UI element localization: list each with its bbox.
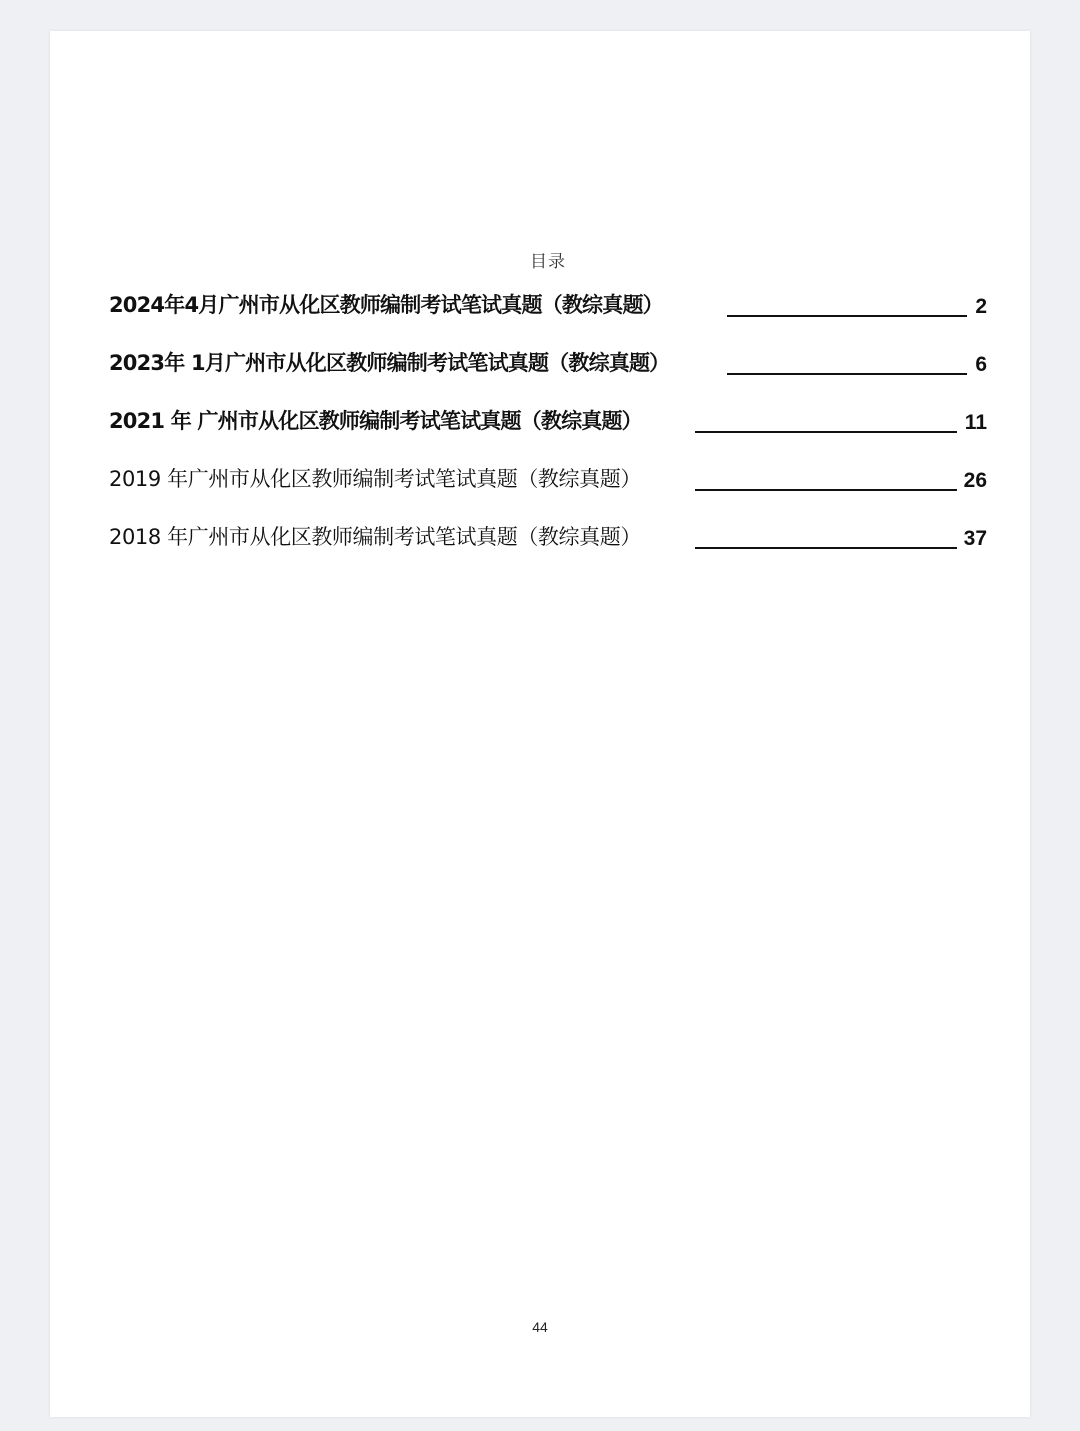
toc-leader-line: [727, 373, 967, 375]
toc-entry[interactable]: [109, 521, 989, 557]
toc-entry[interactable]: [109, 289, 989, 325]
page-number: 44: [532, 1319, 548, 1335]
toc-entry-title: 2019 年广州市从化区教师编制考试笔试真题（教综真题）: [109, 467, 641, 491]
toc-leader-line: [727, 315, 967, 317]
toc-entry-title: 2021 年 广州市从化区教师编制考试笔试真题（教综真题）: [109, 409, 642, 433]
toc-entry-title: 2018 年广州市从化区教师编制考试笔试真题（教综真题）: [109, 525, 641, 549]
toc-leader-line: [695, 547, 957, 549]
toc-heading: 目录: [530, 252, 566, 272]
toc-entry[interactable]: [109, 463, 989, 499]
toc-entry-title: 2024年4月广州市从化区教师编制考试笔试真题（教综真题）: [109, 293, 663, 317]
toc-entry-page: 2: [975, 295, 987, 318]
toc-entry-page: 11: [964, 411, 987, 434]
toc-entry-page: 6: [975, 353, 987, 376]
document-page: [50, 31, 1030, 1417]
toc-leader-line: [695, 489, 957, 491]
toc-entry[interactable]: [109, 347, 989, 383]
toc-entry-page: 37: [963, 527, 987, 550]
toc-entry[interactable]: [109, 405, 989, 441]
toc-entry-title: 2023年 1月广州市从化区教师编制考试笔试真题（教综真题）: [109, 351, 670, 375]
toc-leader-line: [695, 431, 957, 433]
toc-entry-page: 26: [963, 469, 987, 492]
